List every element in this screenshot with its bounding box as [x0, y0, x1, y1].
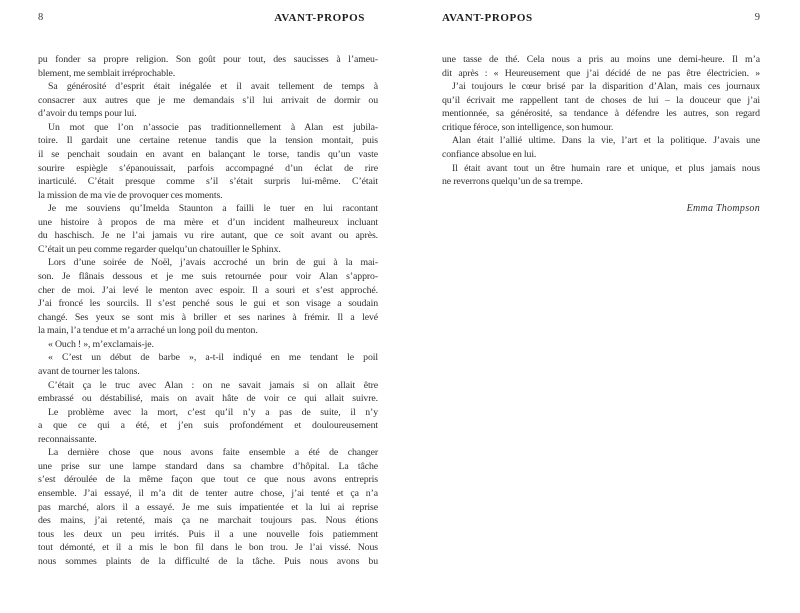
- text-line: d’avoir du temps pour lui.: [38, 108, 137, 120]
- author-signature: Emma Thompson: [686, 203, 760, 215]
- body-text: [38, 53, 378, 568]
- left-page: [38, 0, 378, 613]
- text-line: J’ai toujours le cœur brisé par la disparition d’Alan, mais ces journaux: [452, 81, 760, 93]
- text-line: ne reverrons quelqu’un de sa trempe.: [442, 176, 583, 188]
- text-line: qu’il écrivait me rappellent tant de choses de lui – la douceur que j’ai: [442, 94, 760, 106]
- text-line: reconnaissante.: [38, 433, 97, 445]
- text-line: embrassé ou déstabilisé, mais on avait hâte de voir ce qui allait suivre.: [38, 393, 378, 405]
- text-line: la main, l’a tendue et m’a arraché un long poil du menton.: [38, 325, 258, 337]
- text-line: La dernière chose que nous avons faite ensemble a été de changer: [48, 447, 378, 459]
- text-line: blement, me semblait irréprochable.: [38, 67, 176, 79]
- text-line: cher de moi. J’ai levé le menton avec espoir. Il a souri et s’est approché.: [38, 284, 378, 296]
- text-line: « Ouch ! », m’exclamais-je.: [48, 338, 154, 350]
- text-line: Lors d’une soirée de Noël, j’avais accroché un brin de gui à la mai-: [48, 257, 378, 269]
- running-head: AVANT-PROPOS: [274, 12, 365, 24]
- text-line: « C’est un début de barbe », a-t-il indiqué en me tendant le poil: [48, 352, 378, 364]
- text-line: inarticulé. C’était presque comme s’il s’était surpris lui-même. C’était: [38, 176, 378, 188]
- text-line: nous sommes plaints de la difficulté de la tâche. Puis nous avons bu: [38, 555, 378, 567]
- text-line: il se penchait soudain en avant en balançant le torse, tandis qu’un vaste: [38, 148, 378, 160]
- page-number: 8: [38, 12, 44, 23]
- text-line: son. Je flânais dessous et je me suis retournée pour voir Alan s’appro-: [38, 271, 378, 282]
- text-line: une prise sur une lampe standard dans sa chambre d’hôpital. La tâche: [38, 460, 378, 472]
- text-line: des mains, j’ai retenté, mais ça ne marchait toujours pas. Nous étions: [38, 515, 378, 527]
- text-line: du haschisch. Je ne l’ai jamais vu rire autant, que ce soit avant ou après.: [38, 230, 378, 242]
- left-page-header: [38, 12, 378, 28]
- text-line: Alan était l’allié ultime. Dans la vie, l’art et la politique. J’avais une: [452, 135, 760, 147]
- text-line: C’était un peu comme regarder quelqu’un chatouiller le Sphinx.: [38, 243, 281, 255]
- text-line: confiance absolue en lui.: [442, 148, 537, 160]
- text-line: ensemble. J’ai essayé, il m’a dit de tenter autre chose, j’ai tenté et ça n’a: [38, 488, 378, 499]
- text-line: C’était ça le truc avec Alan : on ne savait jamais si on allait être: [48, 379, 378, 391]
- text-line: la mission de ma vie de provoquer ces moments.: [38, 189, 223, 201]
- text-line: consacrer aux autres que je me demandais s’il lui arrivait de dormir ou: [38, 94, 378, 106]
- text-line: critique féroce, son intelligence, son humour.: [442, 121, 614, 133]
- right-page: [442, 0, 760, 613]
- text-line: tous les deux un peu irrités. Puis il a une nouvelle fois patiemment: [38, 528, 378, 540]
- text-line: Le problème avec la mort, c’est qu’il n’y a pas de suite, il n’y: [48, 406, 378, 418]
- body-text: [442, 53, 760, 216]
- text-lines-container: [442, 53, 760, 189]
- text-line: une tasse de thé. Cela nous a pris au moins une demi-heure. Il m’a: [442, 54, 760, 65]
- text-line: Sa générosité d’esprit était inégalée et il avait tellement de temps à: [48, 81, 378, 93]
- text-line: Il était avant tout un être humain rare et unique, et plus jamais nous: [452, 162, 760, 174]
- right-page-header: [442, 12, 760, 28]
- text-line: Un mot que l’on n’associe pas traditionnellement à Alan est jubila-: [48, 121, 378, 133]
- text-line: toire. Il gardait une certaine retenue tandis que la tension montait, puis: [38, 135, 378, 147]
- text-line: avant de tourner les talons.: [38, 365, 140, 377]
- page-number: 9: [754, 12, 760, 23]
- text-line: une histoire à propos de ma mère et d’un incident malheureux incluant: [38, 216, 378, 228]
- running-head: AVANT-PROPOS: [442, 12, 533, 24]
- text-line: J’ai froncé les sourcils. Il s’est penché sous le gui et son visage a soudain: [38, 298, 378, 310]
- text-line: a que ce qui a été, et j’en suis profondément et douloureusement: [38, 420, 378, 432]
- text-line: Je me souviens qu’Imelda Staunton a failli le tuer en lui racontant: [48, 203, 378, 215]
- text-line: sourire espiègle s’épanouissait, parfois accompagné d’un éclat de rire: [38, 162, 378, 174]
- text-line: tout démonté, et il a mis le bon fil dans le bon trou. Je l’ai vissé. Nous: [38, 542, 378, 554]
- text-line: changé. Ses yeux se sont mis à briller et ses narines à frémir. Il a levé: [38, 311, 378, 323]
- text-line: pas marché, alors il a essayé. Je me suis impatientée et la lui ai reprise: [38, 501, 378, 513]
- text-line: mentionnée, sa générosité, sa tendance à défendre les autres, son regard: [442, 108, 760, 120]
- text-line: dit après : « Heureusement que j’ai décidé de ne pas être électricien. »: [442, 67, 760, 79]
- text-line: pu fonder sa propre religion. Son goût pour tout, des saucisses à l’ameu-: [38, 54, 378, 65]
- text-line: s’est déroulée de la même façon que tout ce que nous avons entrepris: [38, 474, 378, 486]
